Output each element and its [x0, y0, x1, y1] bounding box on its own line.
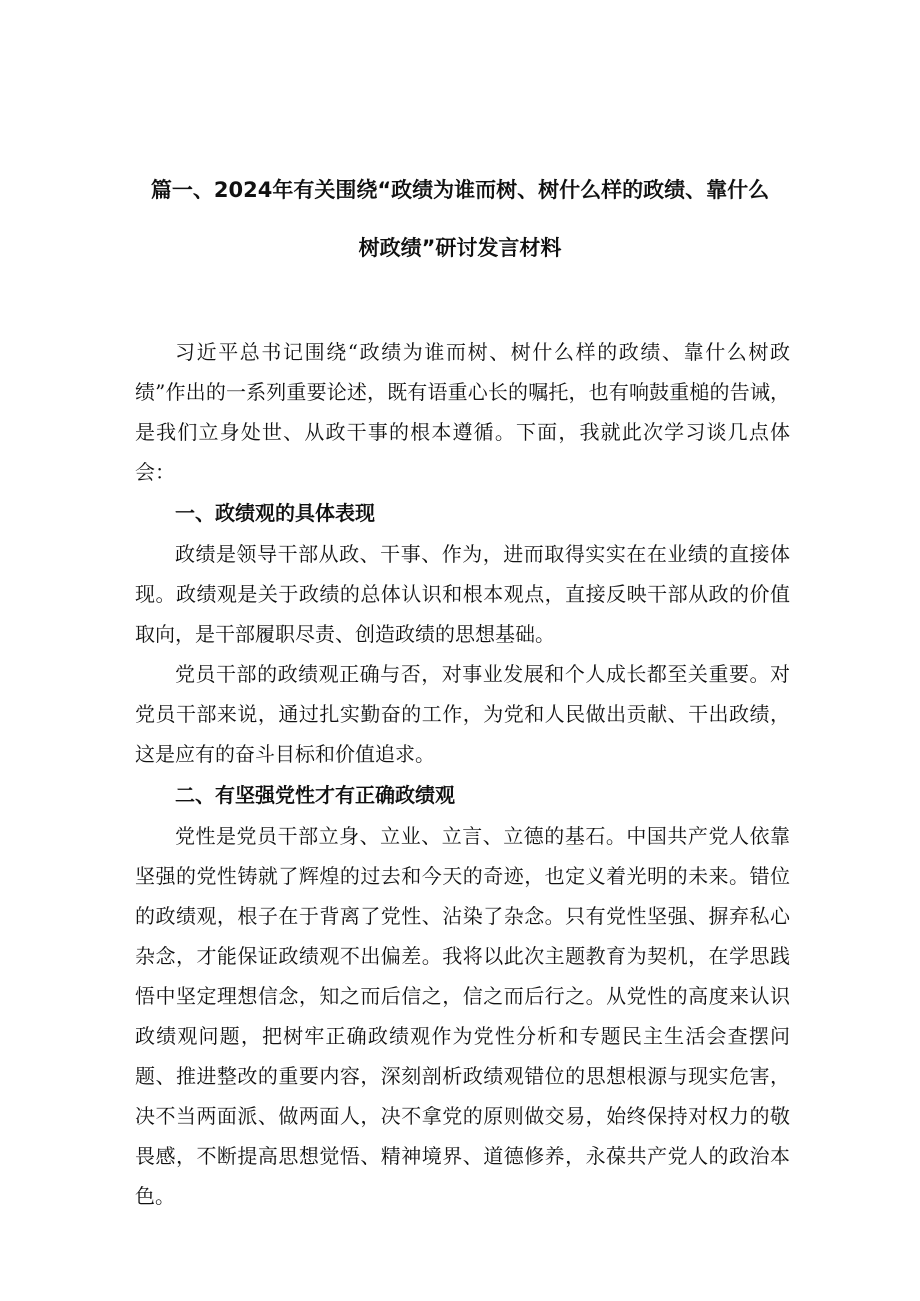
- intro-paragraph: 习近平总书记围绕“政绩为谁而树、树什么样的政绩、靠什么树政绩”作出的一系列重要论述，既有语重心长的嘱托，也有响鼓重槌的告诫，是我们立身处世、从政干事的根本遵循。下面，我就此次学习谈几点体会：: [135, 340, 790, 484]
- section1-paragraph1: 政绩是领导干部从政、干事、作为，进而取得实实在在业绩的直接体现。政绩观是关于政绩的总体认识和根本观点，直接反映干部从政的价值取向，是干部履职尽责、创造政绩的思想基础。: [135, 542, 790, 646]
- document-title-line1: 篇一、2024年有关围绕“政绩为谁而树、树什么样的政绩、靠什么: [150, 178, 770, 202]
- section1-heading: 一、政绩观的具体表现: [175, 501, 375, 525]
- document-title-line2: 树政绩”研讨发言材料: [358, 236, 562, 260]
- document-body: [135, 332, 790, 1216]
- section1-paragraph2: 党员干部的政绩观正确与否，对事业发展和个人成长都至关重要。对党员干部来说，通过扎实勤奋的工作，为党和人民做出贡献、干出政绩，这是应有的奋斗目标和价值追求。: [135, 662, 790, 766]
- section2-paragraph1: 党性是党员干部立身、立业、立言、立德的基石。中国共产党人依靠坚强的党性铸就了辉煌的过去和今天的奇迹，也定义着光明的未来。错位的政绩观，根子在于背离了党性、沾染了杂念。只有党性坚强、摒弃私心杂念，才能保证政绩观不出偏差。我将以此次主题教育为契机，在学思践悟中坚定理想信念，知之而后信之，信之而后行之。从党性的高度来认识政绩观问题，把树牢正确政绩观作为党性分析和专题民主生活会查摆问题、推进整改的重要内容，深刻剖析政绩观错位的思想根源与现实危害，决不当两面派、做两面人，决不拿党的原则做交易，始终保持对权力的敬畏感，不断提高思想觉悟、精神境界、道德修养，永葆共产党人的政治本色。: [135, 824, 790, 1208]
- section2-heading: 二、有坚强党性才有正确政绩观: [175, 783, 455, 807]
